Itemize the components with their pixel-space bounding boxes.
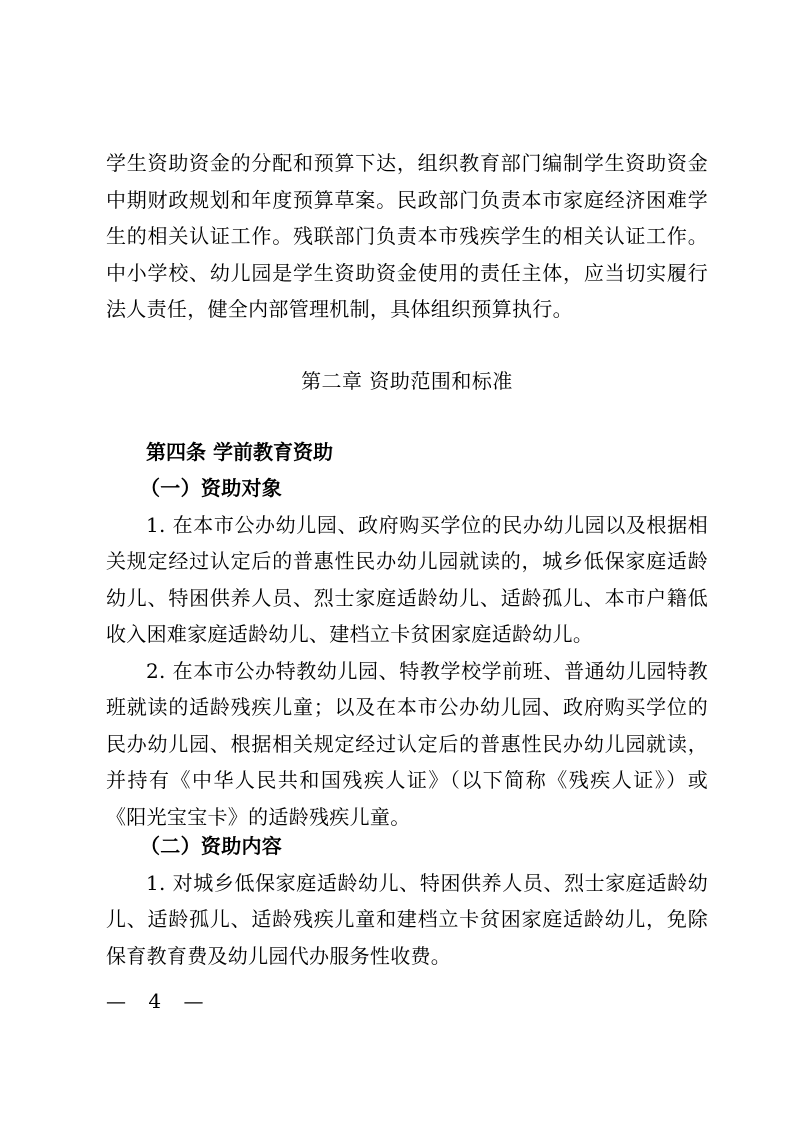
section-2-heading: （二）资助内容	[140, 834, 283, 858]
section-1-block	[106, 470, 708, 835]
intro-block	[106, 145, 708, 328]
section-2-block	[106, 828, 708, 974]
section-1-item-1: 1. 在本市公办幼儿园、政府购买学位的民办幼儿园以及根据相关规定经过认定后的普惠性民办幼儿园就读的，城乡低保家庭适龄幼儿、特困供养人员、烈士家庭适龄幼儿、适龄孤儿、本市户籍低收入困难家庭适龄幼儿、建档立卡贫困家庭适龄幼儿。	[106, 512, 708, 646]
section-1-item-2: 2. 在本市公办特教幼儿园、特教学校学前班、普通幼儿园特教班就读的适龄残疾儿童；以及在本市公办幼儿园、政府购买学位的民办幼儿园、根据相关规定经过认定后的普惠性民办幼儿园就读，并持有《中华人民共和国残疾人证》（以下简称《残疾人证》）或《阳光宝宝卡》的适龄残疾儿童。	[106, 658, 708, 829]
article-heading: 第四条 学前教育资助	[146, 440, 333, 464]
chapter-title: 第二章 资助范围和标准	[301, 369, 513, 393]
section-2-item-1: 1. 对城乡低保家庭适龄幼儿、特困供养人员、烈士家庭适龄幼儿、适龄孤儿、适龄残疾儿童和建档立卡贫困家庭适龄幼儿，免除保育教育费及幼儿园代办服务性收费。	[106, 870, 708, 968]
section-1-heading: （一）资助对象	[140, 476, 283, 500]
intro-paragraph: 学生资助资金的分配和预算下达，组织教育部门编制学生资助资金中期财政规划和年度预算草案。民政部门负责本市家庭经济困难学生的相关认证工作。残联部门负责本市残疾学生的相关认证工作。中小学校、幼儿园是学生资助资金使用的责任主体，应当切实履行法人责任，健全内部管理机制，具体组织预算执行。	[106, 151, 708, 321]
page-number: — 4 —	[106, 989, 212, 1013]
article-heading-block	[146, 434, 333, 471]
